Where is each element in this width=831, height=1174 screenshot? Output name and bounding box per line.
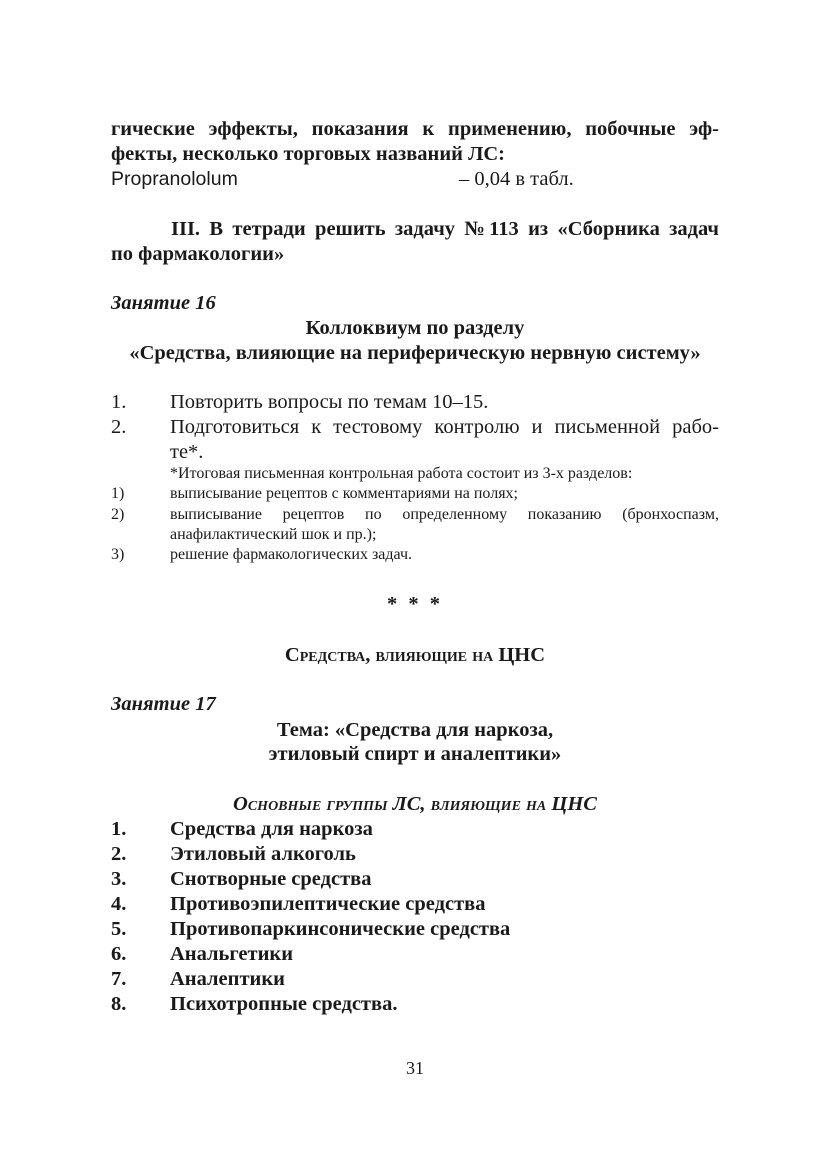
lesson-title: Тема: «Средства для наркоза, [276, 719, 554, 741]
lesson-label: Занятие 16 [111, 292, 216, 314]
paragraph-line: фекты, несколько торговых названий ЛС: [111, 143, 505, 165]
group-number: 5. [111, 918, 127, 940]
list-item-number: 2. [111, 416, 127, 438]
group-number: 6. [111, 943, 127, 965]
group-number: 8. [111, 993, 127, 1015]
list-item-text: Подготовиться к тестовому контролю и письменной рабо- [170, 416, 719, 438]
footnote-text: выписывание рецептов по определенному показанию (бронхоспазм, [170, 506, 719, 523]
lesson-title: Коллоквиум по разделу [305, 317, 525, 339]
group-item: Психотропные средства. [170, 993, 398, 1015]
group-item: Этиловый алкоголь [170, 843, 356, 865]
group-item: Средства для наркоза [170, 818, 373, 840]
group-item: Анальгетики [170, 943, 294, 965]
drug-dose: – 0,04 в табл. [459, 168, 574, 190]
groups-heading: Основные группы ЛС, влияющие на ЦНС [233, 793, 597, 815]
group-number: 4. [111, 893, 127, 915]
footnote-number: 1) [111, 485, 125, 502]
footnote-number: 2) [111, 506, 125, 523]
lesson-title: «Средства, влияющие на периферическую нервную систему» [129, 342, 701, 364]
list-item-number: 1. [111, 391, 127, 413]
lesson-title: этиловый спирт и аналептики» [268, 743, 562, 765]
drug-name: Propranololum [111, 168, 238, 190]
group-item: Снотворные средства [170, 868, 372, 890]
group-item: Противопаркинсонические средства [170, 918, 511, 940]
group-item: Противоэпилептические средства [170, 893, 486, 915]
task-line: по фармакологии» [111, 243, 285, 265]
section-title: Средства, влияющие на ЦНС [284, 644, 546, 666]
footnote-text: выписывание рецептов с комментариями на полях; [170, 485, 518, 502]
footnote-intro: *Итоговая письменная контрольная работа состоит из 3-х разделов: [170, 465, 633, 482]
page-number: 31 [406, 1058, 424, 1078]
paragraph-line: гические эффекты, показания к применению, побочные эф- [111, 118, 719, 140]
footnote-text: анафилактический шок и пр.); [170, 526, 377, 543]
footnote-number: 3) [111, 546, 125, 563]
lesson-label: Занятие 17 [111, 693, 216, 715]
group-number: 3. [111, 868, 127, 890]
list-item-text: те*. [170, 441, 204, 463]
task-line: III. В тетради решить задачу №113 из «Сборника задач [171, 218, 719, 240]
footnote-text: решение фармакологических задач. [170, 546, 413, 563]
list-item-text: Повторить вопросы по темам 10–15. [170, 391, 489, 413]
separator: * * * [387, 593, 443, 615]
group-number: 2. [111, 843, 127, 865]
group-number: 1. [111, 818, 127, 840]
group-item: Аналептики [170, 968, 285, 990]
group-number: 7. [111, 968, 127, 990]
